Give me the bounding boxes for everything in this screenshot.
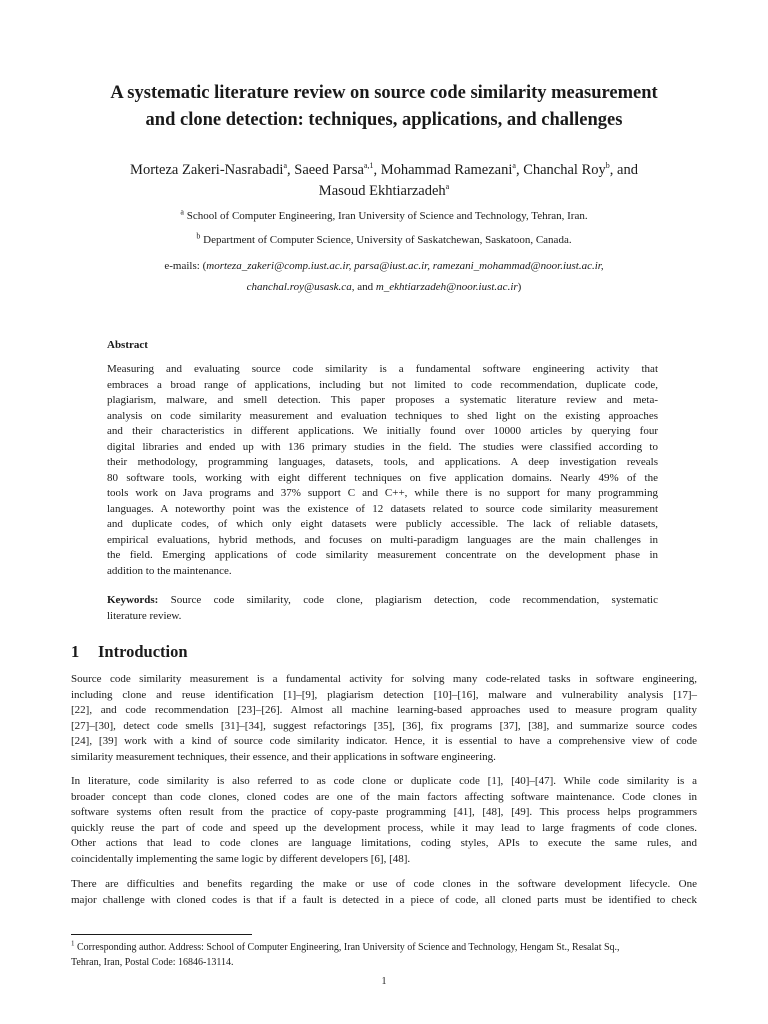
body-line: [27]–[30], detect code smells [31]–[34], suggest refactorings [35], [36], fix programs [37], [38], and summarize source codes <box>71 719 697 732</box>
keywords-line: literature review. <box>107 609 182 622</box>
email-address: chanchal.roy@usask.ca <box>246 281 352 293</box>
abstract-line: languages. A noteworthy point was the existence of 12 datasets related to source code similarity measurement <box>107 502 658 515</box>
body-line: broader concept than code clones, cloned codes are one of the main factors affecting software maintenance. Code clones in <box>71 790 697 803</box>
footnote-line <box>71 940 697 955</box>
footnote-divider <box>71 934 252 935</box>
section-heading <box>71 642 188 662</box>
abstract-line: plagiarism, malware, and smell detection. This paper proposes a systematic literature review and meta- <box>107 394 658 406</box>
keywords-label: Keywords: <box>107 594 159 606</box>
author-affiliation-mark: a <box>445 182 450 192</box>
email-line <box>60 277 708 298</box>
email-prefix: e-mails: ( <box>164 260 207 272</box>
body-line: major challenge with cloned codes is that if a fault is detected in a piece of code, all cloned parts must be identified to check <box>71 893 697 906</box>
abstract-line: their methodology, programming languages, datasets, tools, and applications. A deep investigation reveals <box>107 456 658 468</box>
abstract-line: 80 software tools, working with eight different techniques on five application domains. Nearly 49% of the <box>107 471 658 484</box>
affiliation-text: School of Computer Engineering, Iran University of Science and Technology, Tehran, Iran. <box>186 210 588 222</box>
abstract-line: analysis on code similarity measurement and evaluation techniques to shed light on the existing approaches <box>107 409 658 422</box>
abstract-body <box>107 362 658 579</box>
email-addresses: morteza_zakeri@comp.iust.ac.ir, parsa@iust.ac.ir, ramezani_mohammad@noor.iust.ac.ir, <box>206 260 604 272</box>
affiliation <box>60 233 708 247</box>
abstract-line: tools work on Java programs and 37% support C and C++, while there is no support for many programming <box>107 487 658 499</box>
body-paragraph <box>71 774 697 867</box>
affiliation <box>60 209 708 223</box>
body-line: quickly reuse the part of code and speed up the development process, while it may lead to large fragments of code clones. <box>71 821 697 834</box>
body-line: [22], and code recommendation [23]–[26]. Almost all machine learning-based approaches used to measure program quality <box>71 704 697 716</box>
abstract-line: embraces a broad range of applications, including but not limited to code recommendation, duplicate code, <box>107 378 658 391</box>
section-number: 1 <box>71 642 80 661</box>
body-line: In literature, code similarity is also referred to as code clone or duplicate code [1], [40]–[47]. While code similarity is a <box>71 775 697 787</box>
section-title: Introduction <box>98 642 188 661</box>
title-line: A systematic literature review on source code similarity measurement <box>110 83 658 103</box>
author-conjunction: , and <box>609 162 638 178</box>
body-line: [24], [39] work with a kind of source code similarity indicator. Hence, it is essential to have a comprehensive view of code <box>71 735 697 747</box>
body-line: software systems often result from the practice of copy-paste programming [41], [48], [49]. This process helps programmers <box>71 806 697 818</box>
keywords-line <box>107 593 658 609</box>
body-line: Other actions that lead to code clones are language limitations, coding styles, APIs to execute the same rules, and <box>71 837 697 849</box>
footnote-line: Tehran, Iran, Postal Code: 16846-13114. <box>71 957 234 968</box>
title-line: and clone detection: techniques, applications, and challenges <box>145 110 623 130</box>
email-suffix: ) <box>517 281 522 293</box>
email-address: m_ekhtiarzadeh@noor.iust.ac.ir <box>375 281 518 293</box>
abstract-line: digital libraries and ended up with 136 primary studies in the field. The studies were classified according to <box>107 440 658 453</box>
body-line: There are difficulties and benefits regarding the make or use of code clones in the software development lifecycle. One <box>71 878 697 890</box>
author-affiliation-mark: a,1 <box>363 161 374 171</box>
body-line: including clone and reuse identification [1]–[9], plagiarism detection [10]–[16], malware and vulnerability analysis [17]– <box>71 688 697 701</box>
keywords-block <box>107 593 658 624</box>
author-list <box>80 160 688 202</box>
email-block <box>60 256 708 298</box>
abstract-heading: Abstract <box>107 339 148 351</box>
abstract-line: the field. Emerging applications of code similarity measurement concentrate on the development phase in <box>107 549 658 561</box>
author-affiliation-mark: a <box>512 161 516 171</box>
email-conjunction: , and <box>351 281 376 293</box>
author-line: Morteza Zakeri-Nasrabadi$^a$, Saeed Parsa$^{a,1}$, Mohammad Ramezani$^a$, Chanchal Roy$^b$, and <box>130 161 638 178</box>
paper-title <box>60 80 708 134</box>
affiliation-mark: b <box>196 231 201 241</box>
footnote-mark: 1 <box>71 939 75 948</box>
author-name: Saeed Parsa <box>294 162 364 178</box>
email-line <box>60 256 708 277</box>
author-line <box>80 181 688 202</box>
footnote <box>71 940 697 970</box>
body-line: coincidentally implementing the same logic by different developers [6], [48]. <box>71 852 411 865</box>
abstract-line: Measuring and evaluating source code similarity is a fundamental software engineering activity that <box>107 363 658 375</box>
page-number: 1 <box>381 976 387 987</box>
body-line: Source code similarity measurement is a fundamental activity for solving many code-related tasks in software engineering, <box>71 673 697 685</box>
author-affiliation-mark: b <box>605 161 610 171</box>
author-name: Morteza Zakeri-Nasrabadi <box>130 162 284 178</box>
abstract-line: and duplicate codes, of which only eight datasets were publicly accessible. The lack of reliable datasets, <box>107 518 658 530</box>
body-paragraph <box>71 877 697 908</box>
abstract-line: addition to the maintenance. <box>107 564 232 577</box>
body-paragraph <box>71 672 697 765</box>
author-affiliation-mark: a <box>283 161 287 171</box>
body-line: similarity measurement techniques, their essence, and their applications in software engineering. <box>71 750 496 763</box>
author-name: Mohammad Ramezani <box>380 162 513 178</box>
affiliation-mark: a <box>180 207 184 217</box>
author-name: Chanchal Roy <box>523 162 606 178</box>
abstract-line: empirical evaluations, hybrid methods, and focuses on multi-paradigm languages are the main challenges in <box>107 533 658 546</box>
abstract-line: and their characteristics in different applications. We initially found over 10000 articles by querying four <box>107 425 658 437</box>
affiliation-text: Department of Computer Science, University of Saskatchewan, Saskatoon, Canada. <box>203 234 572 246</box>
author-name: Masoud Ekhtiarzadeh <box>318 183 446 199</box>
footnote-text: Corresponding author. Address: School of Computer Engineering, Iran University of Science and Technology, Hengam St., Resalat Sq., <box>74 942 620 953</box>
keywords-text: Source code similarity, code clone, plagiarism detection, code recommendation, systematic <box>158 594 658 606</box>
